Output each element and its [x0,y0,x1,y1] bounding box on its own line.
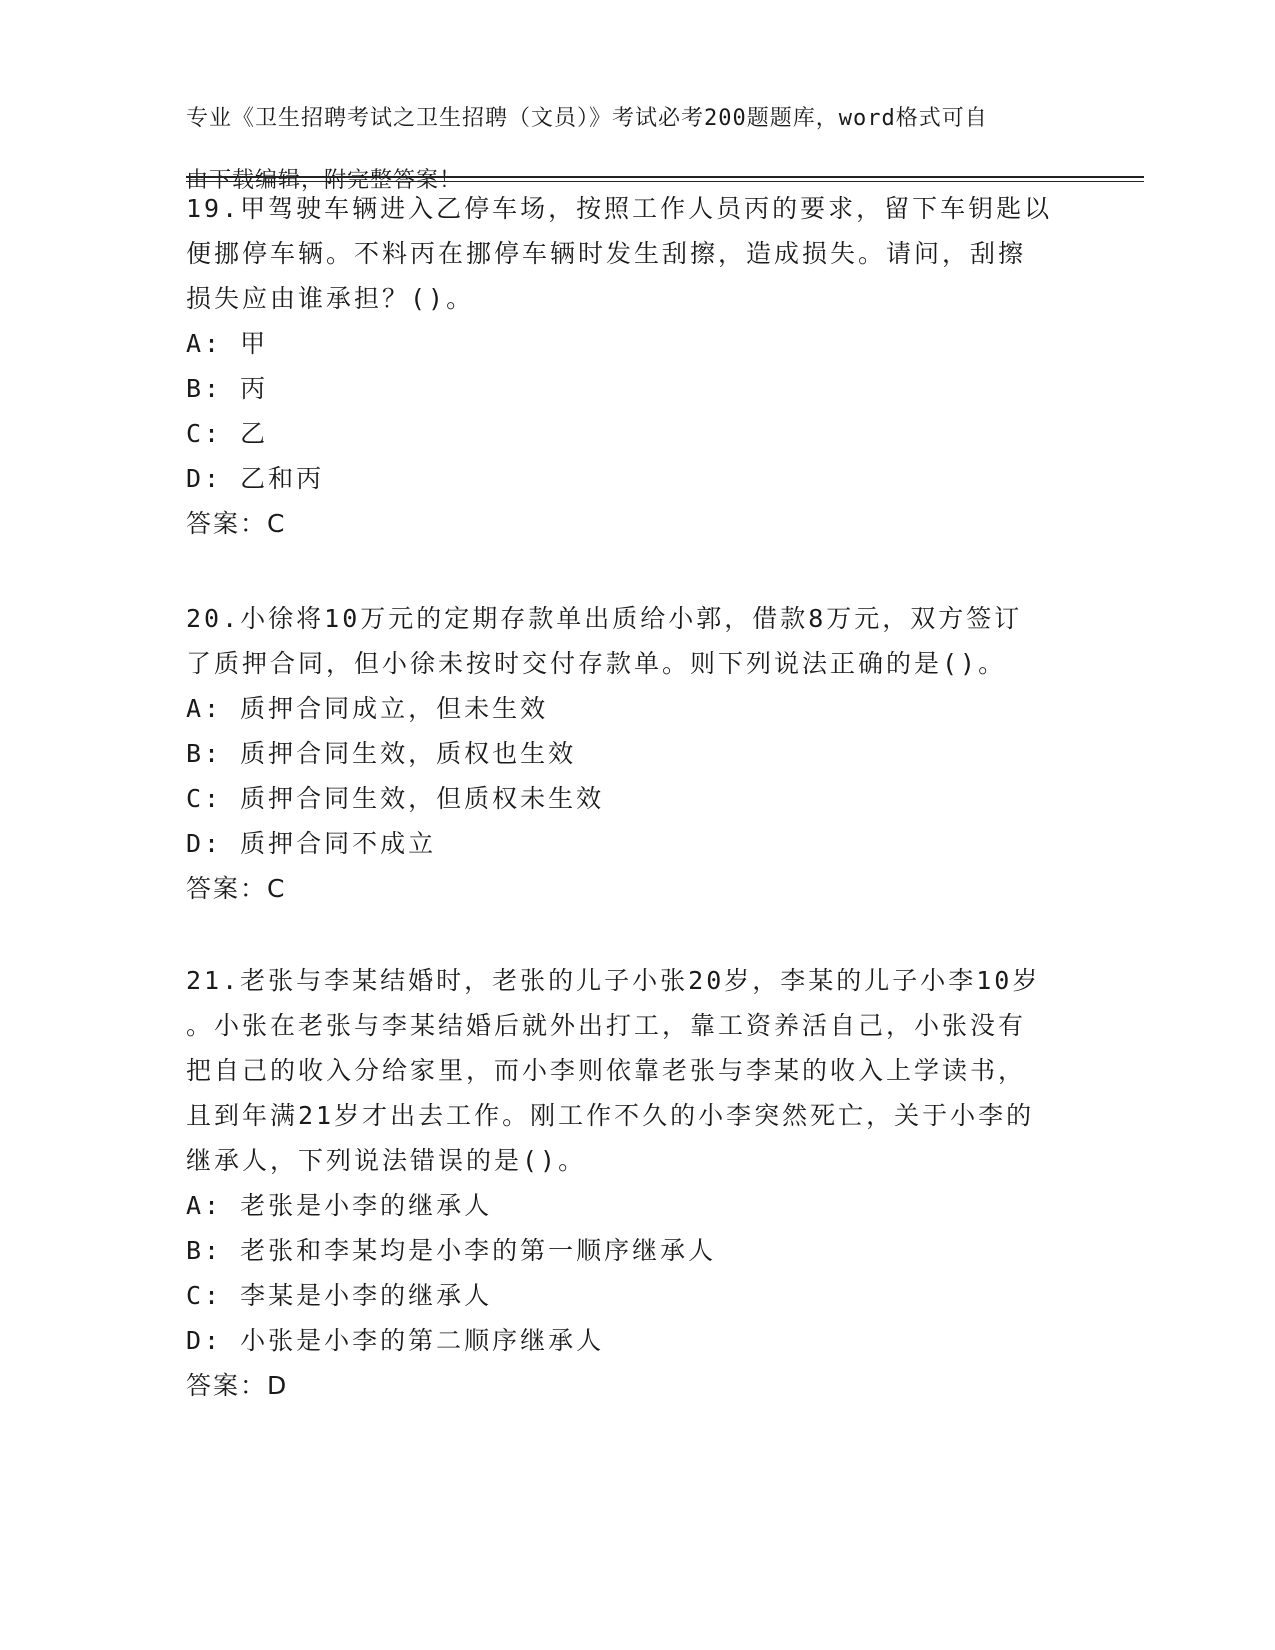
option-b: B: 丙 [186,374,269,403]
answer-label: 答案：C [186,509,287,538]
question-text-line: 20.小徐将10万元的定期存款单出质给小郭，借款8万元，双方签订 [186,604,1023,633]
question-text-line: 了质押合同，但小徐未按时交付存款单。则下列说法正确的是()。 [186,649,1007,678]
header-divider-thin [186,181,1144,182]
question-text-line: 把自己的收入分给家里，而小李则依靠老张与李某的收入上学读书， [186,1056,1027,1085]
header-divider-thick [186,176,1144,178]
answer-label: 答案：D [186,1371,289,1400]
answer-label: 答案：C [186,874,287,903]
question-text-line: 21.老张与李某结婚时，老张的儿子小张20岁，李某的儿子小李10岁 [186,966,1041,995]
option-d: D: 质押合同不成立 [186,829,437,858]
question-20 [186,596,1066,911]
option-a: A: 老张是小李的继承人 [186,1191,493,1220]
option-d: D: 乙和丙 [186,464,325,493]
option-a: A: 甲 [186,329,269,358]
question-21 [186,958,1066,1408]
option-c: C: 质押合同生效，但质权未生效 [186,784,605,813]
question-text-line: 便挪停车辆。不料丙在挪停车辆时发生刮擦，造成损失。请问，刮擦 [186,239,1027,268]
question-text-line: 继承人，下列说法错误的是()。 [186,1146,587,1175]
question-text-line: 。小张在老张与李某结婚后就外出打工，靠工资养活自己，小张没有 [186,1011,1027,1040]
question-text-line: 19.甲驾驶车辆进入乙停车场，按照工作人员丙的要求，留下车钥匙以 [186,194,1053,223]
option-d: D: 小张是小李的第二顺序继承人 [186,1326,605,1355]
option-c: C: 乙 [186,419,269,448]
question-text-line: 且到年满21岁才出去工作。刚工作不久的小李突然死亡，关于小李的 [186,1101,1035,1130]
question-19 [186,186,1066,546]
header-line-1: 专业《卫生招聘考试之卫生招聘（文员）》考试必考200题题库，word格式可自 [186,106,988,131]
option-b: B: 质押合同生效，质权也生效 [186,739,577,768]
option-b: B: 老张和李某均是小李的第一顺序继承人 [186,1236,717,1265]
option-a: A: 质押合同成立，但未生效 [186,694,549,723]
option-c: C: 李某是小李的继承人 [186,1281,493,1310]
question-text-line: 损失应由谁承担？()。 [186,284,475,313]
